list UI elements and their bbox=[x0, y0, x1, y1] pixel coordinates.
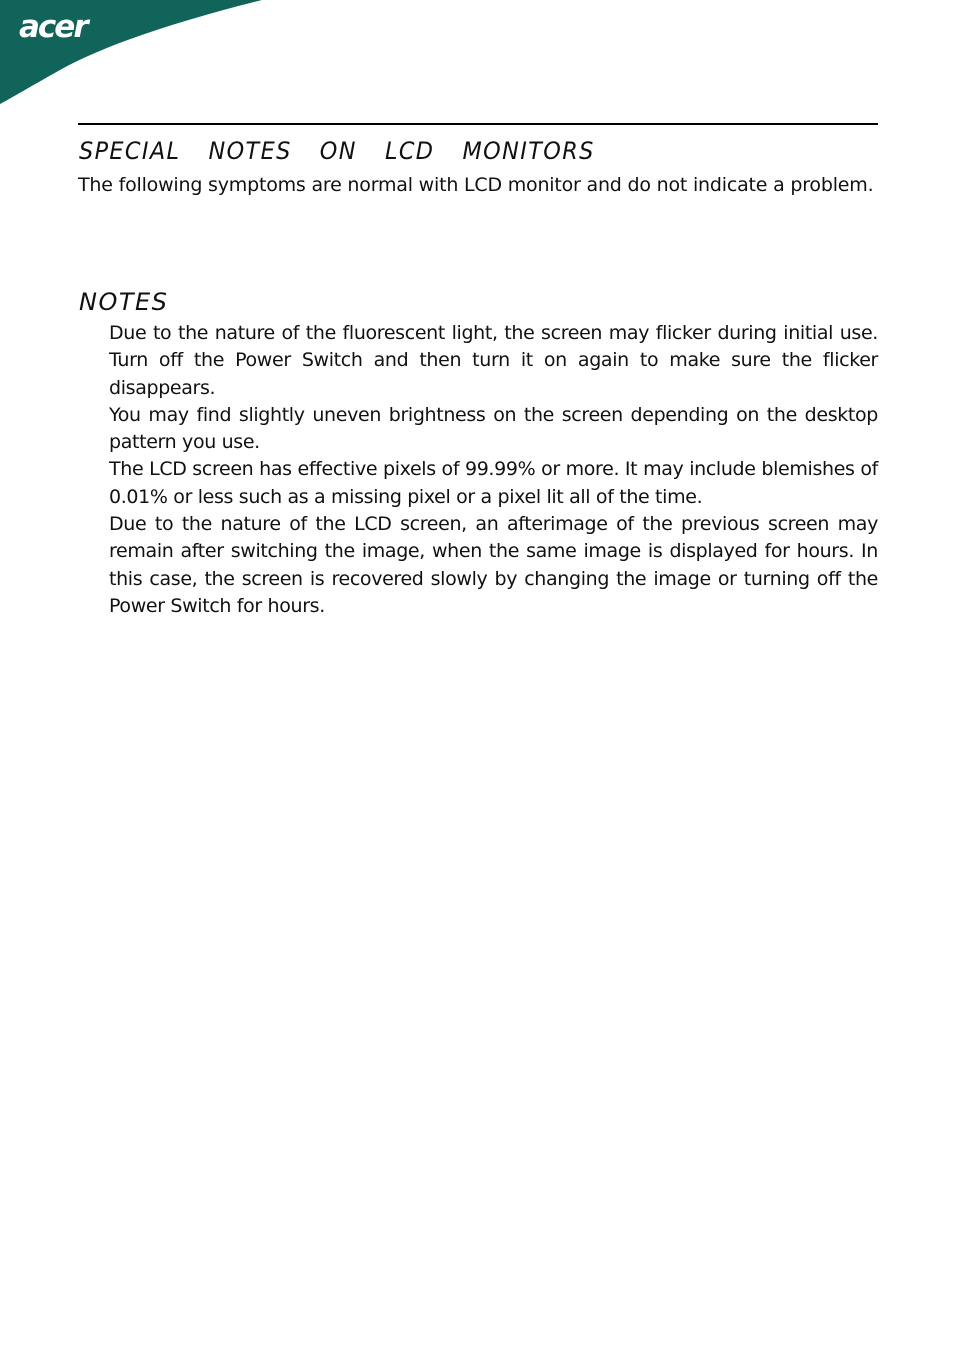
note-item: Due to the nature of the fluorescent light, the screen may flicker during initial use. Turn off the Power Switch and then turn it on again to make sure the flicker disappears. bbox=[109, 322, 878, 399]
note-item: You may find slightly uneven brightness on the screen depending on the desktop pattern you use. bbox=[109, 403, 878, 454]
section-divider bbox=[78, 123, 878, 125]
acer-logo: acer bbox=[19, 9, 87, 45]
page-title: SPECIAL NOTES ON LCD MONITORS bbox=[79, 137, 595, 165]
note-item: The LCD screen has effective pixels of 99.99% or more. It may include blemishes of 0.01% or less such as a missing pixel or a pixel lit all of the time. bbox=[109, 458, 878, 508]
intro-paragraph: The following symptoms are normal with LCD monitor and do not indicate a problem. bbox=[78, 174, 874, 196]
note-item: Due to the nature of the LCD screen, an afterimage of the previous screen may remain after switching the image, when the same image is displayed for hours. In this case, the screen is recovered slowly by changing the image or turning off the Power Switch for hours. bbox=[109, 513, 878, 617]
notes-list bbox=[109, 320, 878, 620]
notes-heading: NOTES bbox=[79, 288, 169, 316]
